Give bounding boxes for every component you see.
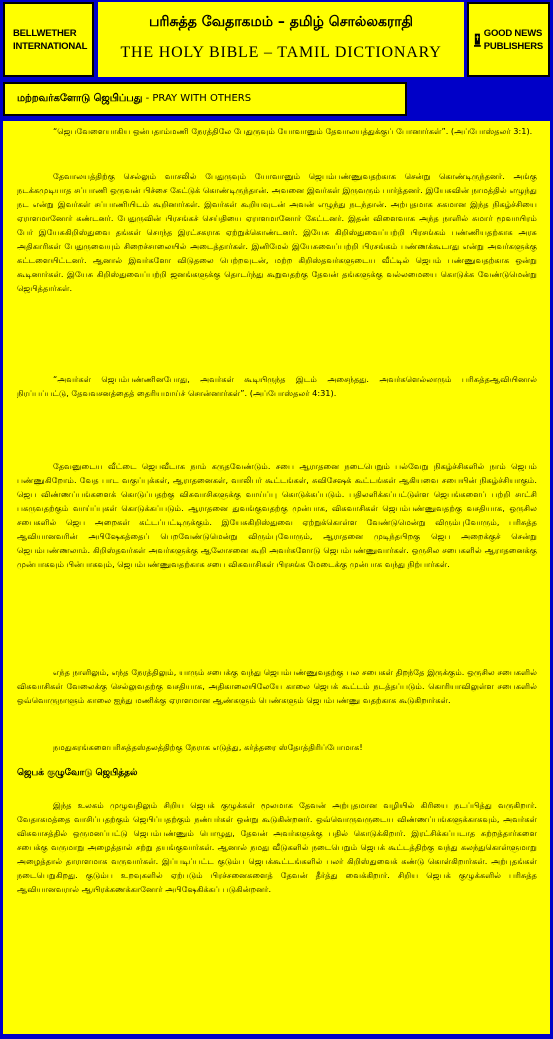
publisher-name-line2: INTERNATIONAL <box>13 40 88 52</box>
paragraph: எந்த நாளிலும், எந்த நேரத்திலும், யாரும் சபைக்கு வந்து ஜெபம்பண்ணுவதற்கு பல சபைகள் திறந்தே இருக்கும். ஒருசில சபைகளில் விசுவாசிகள் வேலைக்கு செல்லுவதற்கு வசதியாக, அதிகாலையிலேயே காலை ஜெபக் கூட்டம் நடத்தப்படும். கொரியாவிலுள்ள சபைகளில் ஒவ்வொருநாளும் காலை ஐந்து மணிக்கு ஏராளமான ஆண்களும் பெண்களும் ஜெபம்பண்ணு வதற்காக கூடுகிறார்கள். <box>17 667 537 705</box>
paragraph: இந்த உலகம் முழுவதிலும் சிறிய ஜெபக் குழுக்கள் மூலமாக தேவன் அற்புதமான வழியில் கிரியை நடப்பித்து வருகிறார். வேதாகமத்தை வாசிப்பதற்கும் ஜெபிப்பதற்கும் நண்பர்கள் ஒன்று கூடுகின்றனர். ஒவ்வொருவருடைய விண்ணப்பங்களுக்காகவும், அவர்கள் விசுவாசத்தில் ஒருமனப்பட்டு ஜெபம்பண்ணும் பொழுது, தேவன் அவர்களுக்கு பதில் கொடுக்கிறார். இரட்சிக்கப்படாத சுற்றத்தார்களை சபைக்கு வருமாறு அழைத்தால் சற்று தயங்குவார்கள். ஆனால் நமது வீடுகளில் நடைபெறும் ஜெபக் கூட்டத்திற்கு வந்து கலந்துகொள்ளுமாறு அழைத்தால் தாராளமாக வருவார்கள். இப்படிப்பட்ட குடும்ப ஜெபக்கூட்டங்களில் பலர் கிறிஸ்துவைக் கண்டு கொள்கிறார்கள். அற்புதங்கள் நடைபெறுகிறது. குடும்ப உறவுகளில் ஏற்படும் பிரச்சனைகளைத் தேவன் தீர்த்து வைக்கிறார். சிறிய ஜெபக் குழுக்களில் பரிசுத்த ஆவியானவரால் ஆயிரக்கணக்கானோர் அபிஷேகிக்கப் படுகின்றனர். <box>17 800 537 894</box>
topic-english: - PRAY WITH OTHERS <box>145 93 252 104</box>
paragraph: தேவனுடைய வீட்டை ஜெபவீடாக நாம் கருதவேண்டும். சபை ஆராதனை நடைபெறும் பல்வேறு நிகழ்ச்சிகளில் நாம் ஜெபம் பண்ணுகிறோம். வேத பாட வகுப்புக்கள், ஆராதனைகள், வாலிபர் கூட்டங்கள், சுவிசேஷக் கூட்டங்கள் ஆகியவை சபையின் நிகழ்ச்சியாகும். ஜெப விண்ணப்பங்களைக் கொடுப்பதற்கு விசுவாசிகளுக்கு வாய்ப்பு கொடுக்கப்படும். பதிலளிக்கப்பட்டுள்ள ஜெபங்களைப் பற்றி சாட்சி பகருவதற்கும் வாய்ப்புகள் கொடுக்கப்படும். ஆராதனை துவங்குவதற்கு முன்பாக, விசுவாசிகள் ஜெபம்பண்ணுவதற்கு வசதியாக, ஒருசில சபைகளில் ஜெப அறைகள் கட்டப்பட்டிருக்கும். இயேசுகிறிஸ்துவை ஏற்றுக்கொள்ள வேண்டுமென்று விரும்புவோரும், பரிசுத்த ஆவியானவரின் அபிஷேகத்தைப் பெறவேண்டுமென்று விரும்புவோரும், ஆராதனை முடிந்தபிறகு ஜெப அறைக்குச் சென்று ஜெபம்பண்ணலாம். கிறிஸ்தவர்கள் அவர்களுக்கு ஆலோசனை கூறி அவர்களோடு ஜெபம்பண்ணுவார்கள். ஒருசில சபைகளில் ஆராதனைக்கு முன்பாகவும் பின்பாகவும், ஜெபம்பண்ணுவதற்காக சபை விசுவாசிகள் பிரசங்க மேடைக்கு முன்பாக வந்து நிற்பார்கள். <box>17 461 537 569</box>
article-body <box>3 121 550 1034</box>
paragraph: தேவாலயத்திற்கு செல்லும் வாசலில் பேதுருவும் யோவானும் ஜெபம்பண்ணுவதற்காக சென்று கொண்டிருந்தனர். அங்கு நடக்கமுடியாத சப்பாணி ஒருவன் பிச்சை கேட்டுக் கொண்டிருந்தான். அவனை இவர்கள் இருவரும் பார்த்தனர். இயேசுவின் நாமத்தில் எழுந்து நட என்று இவர்கள் சப்பாணியிடம் கூறினார்கள். இவர்கள் கூறியவுடன் அவன் எழுந்து நடந்தான். அற்புதமாக சுகமான இந்த நிகழ்ச்சியை ஏராளமானோர் கண்டனர். பேதுருவின் பிரசங்கச் செய்தியை ஏராளமானோர் கேட்டனர். இதன் விளைவாக அந்த நாளில் சுமார் மூவாயிரம் பேர் இயேசுகிறிஸ்துவை தங்கள் சொந்த இரட்சகராக ஏற்றுக்கொண்டனர். இயேசு கிறிஸ்துவைப்பற்றி பிரசங்கம் பண்ணியதற்காக அரசு அதிகாரிகள் பேதுருவையும் சிறைச்சாலையில் அடைத்தார்கள். இனிமேல் இயேசுவைப்பற்றி பிரசங்கம் பண்ணக்கூடாது என்று அவர்களுக்கு கட்டளையிட்டனர். ஆனால் இவர்களோ விடுதலை பெற்றவுடன், மற்ற கிறிஸ்தவர்களுடைய வீட்டில் ஜெபம் பண்ணுவதற்காக ஒன்று கூடினார்கள். இயேசு கிறிஸ்துவைப்பற்றி ஜனங்களுக்கு தொடர்ந்து கூறுவதற்கு தேவன் தங்களுக்கு வல்லமையை கொடுக்க வேண்டுமென்று ஜெபித்தார்கள். <box>17 171 537 293</box>
topic-tamil: மற்றவர்களோடு ஜெபிப்பது <box>17 93 143 104</box>
title-tamil: பரிசுத்த வேதாகமம் – தமிழ் சொல்லகராதி <box>149 14 413 30</box>
publisher-name-line1: BELLWETHER <box>13 27 77 39</box>
scripture-quote: “ஜெபவேளையாகிய ஒன்பதாம்மணி நேரத்திலே பேதுருவும் யோவானும் தேவாலயத்துக்குப் போனார்கள்”. (அப்போஸ்தலர் 3:1). <box>53 126 533 136</box>
section-heading: ஜெபக் குழுவோடு ஜெபித்தல் <box>17 768 138 778</box>
publisher-name-line1: GOOD NEWS <box>483 27 543 39</box>
book-icon <box>474 23 481 57</box>
topic-bar <box>3 82 407 116</box>
publisher-logo-right <box>467 2 550 77</box>
publisher-logo-left <box>3 2 94 77</box>
topic-title <box>17 93 251 105</box>
scripture-quote: “அவர்கள் ஜெபம்பண்ணினபோது, அவர்கள் கூடியிருந்த இடம் அசைந்தது. அவர்களெல்லாரும் பரிசுத்தஆவியினால் நிரப்பப்பட்டு, தேவவசனத்தைத் தைரியமாய்ச் சொன்னார்கள்”. (அப்போஸ்தலர் 4:31). <box>17 374 537 398</box>
paragraph: நமதுகரங்களைபரிசுத்தஸ்தலத்திற்கு நேராக எடுத்து, கர்த்தரை ஸ்தோத்திரிப்போமாக! <box>53 742 363 752</box>
publisher-name-line2: PUBLISHERS <box>483 40 543 52</box>
title-english: THE HOLY BIBLE – TAMIL DICTIONARY <box>120 44 442 61</box>
header-title-box <box>98 2 464 77</box>
